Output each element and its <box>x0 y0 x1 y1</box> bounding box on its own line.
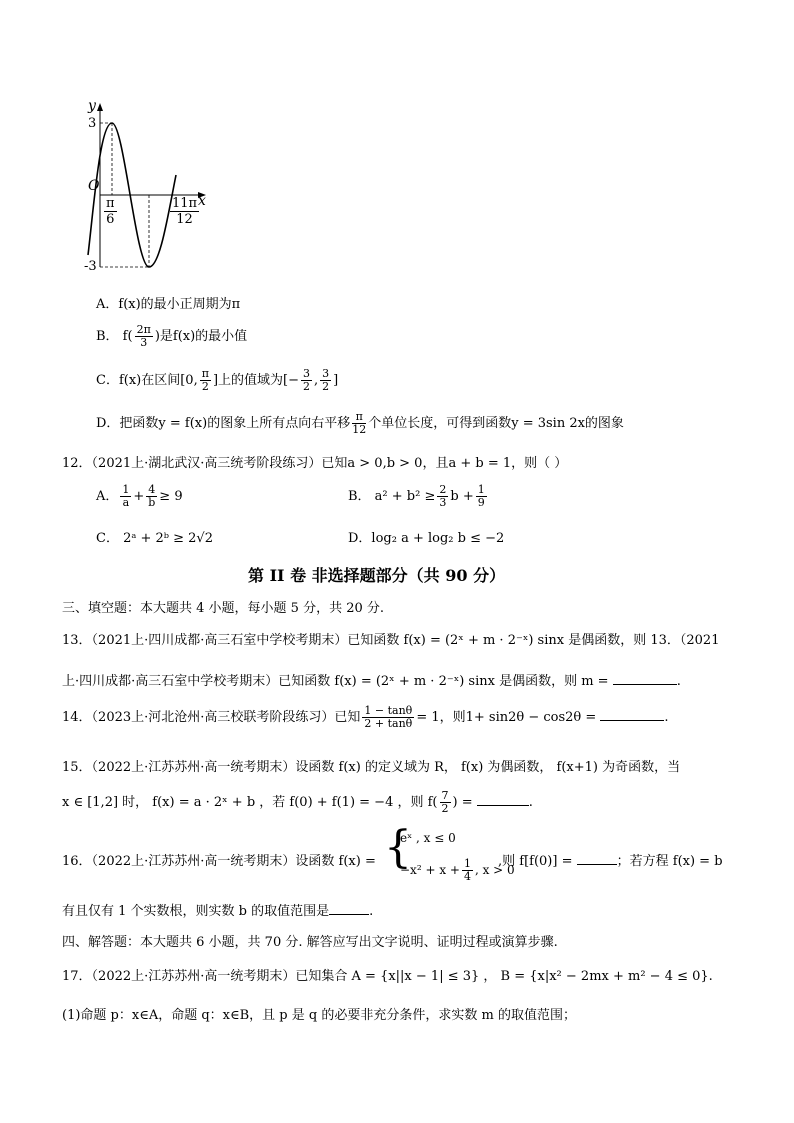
graph-y-min: -3 <box>84 259 97 274</box>
q16-answer-blank-2[interactable] <box>329 902 369 915</box>
part2-title: 第 II 卷 非选择题部分（共 90 分） <box>248 566 506 585</box>
q16-answer-blank-1[interactable] <box>577 852 617 865</box>
q16-brace: { <box>384 822 412 873</box>
q14: 14．（2023上·河北沧州·高三校联考阶段练习）已知 $\frac{1 - \tan\theta}{2 + \tan\theta}$ = 1，则1+ sin2θ − cos2θ = . <box>62 704 669 730</box>
q13-answer-blank[interactable] <box>613 672 677 685</box>
graph-tick-pi6: $\frac{\pi}{6}$ <box>106 196 115 227</box>
q15-line1: 15．（2022上·江苏苏州·高一统考期末）设函数 f(x) 的定义域为 R， f(x) 为偶函数， f(x+1) 为奇函数，当 <box>62 760 681 775</box>
q11-option-b: B． f( $\frac{2\pi}{3}$ )是f(x)的最小值 <box>96 323 248 349</box>
q12-option-b: B． a² + b² ≥ $\frac{2}{3}$ b + $\frac{1}{9}$ <box>348 483 485 509</box>
q12-option-d: D．log₂ a + log₂ b ≤ −2 <box>348 531 505 546</box>
q13-line2: 上·四川成都·高三石室中学校考期末）已知函数 f(x) = (2ˣ + m · 2⁻ˣ) sinx 是偶函数，则 m = . <box>62 674 681 689</box>
q16-mid: ,则 f[f(0)] = ；若方程 f(x) = b <box>498 854 723 869</box>
q12-option-c: C． 2ᵃ + 2ᵇ ≥ 2√2 <box>96 531 213 546</box>
q12-stem: 12．（2021上·湖北武汉·高三统考阶段练习）已知a > 0,b > 0，且a + b = 1，则（ ） <box>62 456 568 471</box>
graph-y-max: 3 <box>88 116 97 131</box>
graph-y-label: y <box>88 98 96 114</box>
q16-line1: 16．（2022上·江苏苏州·高一统考期末）设函数 f(x) = <box>62 854 376 869</box>
q11-option-d: D．把函数y = f(x)的图象上所有点向右平移 $\frac{\pi}{12}$ 个单位长度，可得到函数y = 3sin 2x的图象 <box>96 410 624 436</box>
section3-heading: 三、填空题：本大题共 4 小题，每小题 5 分，共 20 分. <box>62 601 385 616</box>
q15-line2: x ∈ [1,2] 时， f(x) = a · 2ˣ + b ，若 f(0) + f(1) = −4 ，则 f( $\frac{7}{2}$ ) = . <box>62 789 533 815</box>
graph-tick-11pi12: $\frac{11\pi}{12}$ <box>172 196 198 227</box>
graph-x-label: x <box>198 193 206 209</box>
q17-stem: 17．（2022上·江苏苏州·高一统考期末）已知集合 A = {x||x − 1| ≤ 3} ， B = {x|x² − 2mx + m² − 4 ≤ 0}. <box>62 969 713 984</box>
q13-line1: 13．（2021上·四川成都·高三石室中学校考期末）已知函数 f(x) = (2ˣ + m · 2⁻ˣ) sinx 是偶函数，则 13．（2021 <box>62 633 720 648</box>
q17-part1: (1)命题 p：x∈A，命题 q：x∈B，且 p 是 q 的必要非充分条件，求实数 m 的取值范围； <box>62 1008 576 1023</box>
q12-option-a: A． $\frac{1}{a}$ + $\frac{4}{b}$ ≥ 9 <box>96 483 183 509</box>
graph-origin: O <box>88 178 100 194</box>
q11-option-c: C．f(x)在区间[0, $\frac{\pi}{2}$ ]上的值域为[− $\frac{3}{2}$ , $\frac{3}{2}$ ] <box>96 367 339 393</box>
q15-answer-blank[interactable] <box>477 793 529 806</box>
section4-heading: 四、解答题：本大题共 6 小题，共 70 分. 解答应写出文字说明、证明过程或演算步骤. <box>62 935 558 950</box>
q11-option-a: A．f(x)的最小正周期为π <box>96 297 241 312</box>
q16-line2: 有且仅有 1 个实数根，则实数 b 的取值范围是 . <box>62 904 374 919</box>
q14-answer-blank[interactable] <box>600 708 664 721</box>
q16-case2: −x² + x + $\frac{1}{4}$ , x > 0 <box>400 857 515 883</box>
q16-case1: eˣ , x ≤ 0 <box>400 831 456 845</box>
